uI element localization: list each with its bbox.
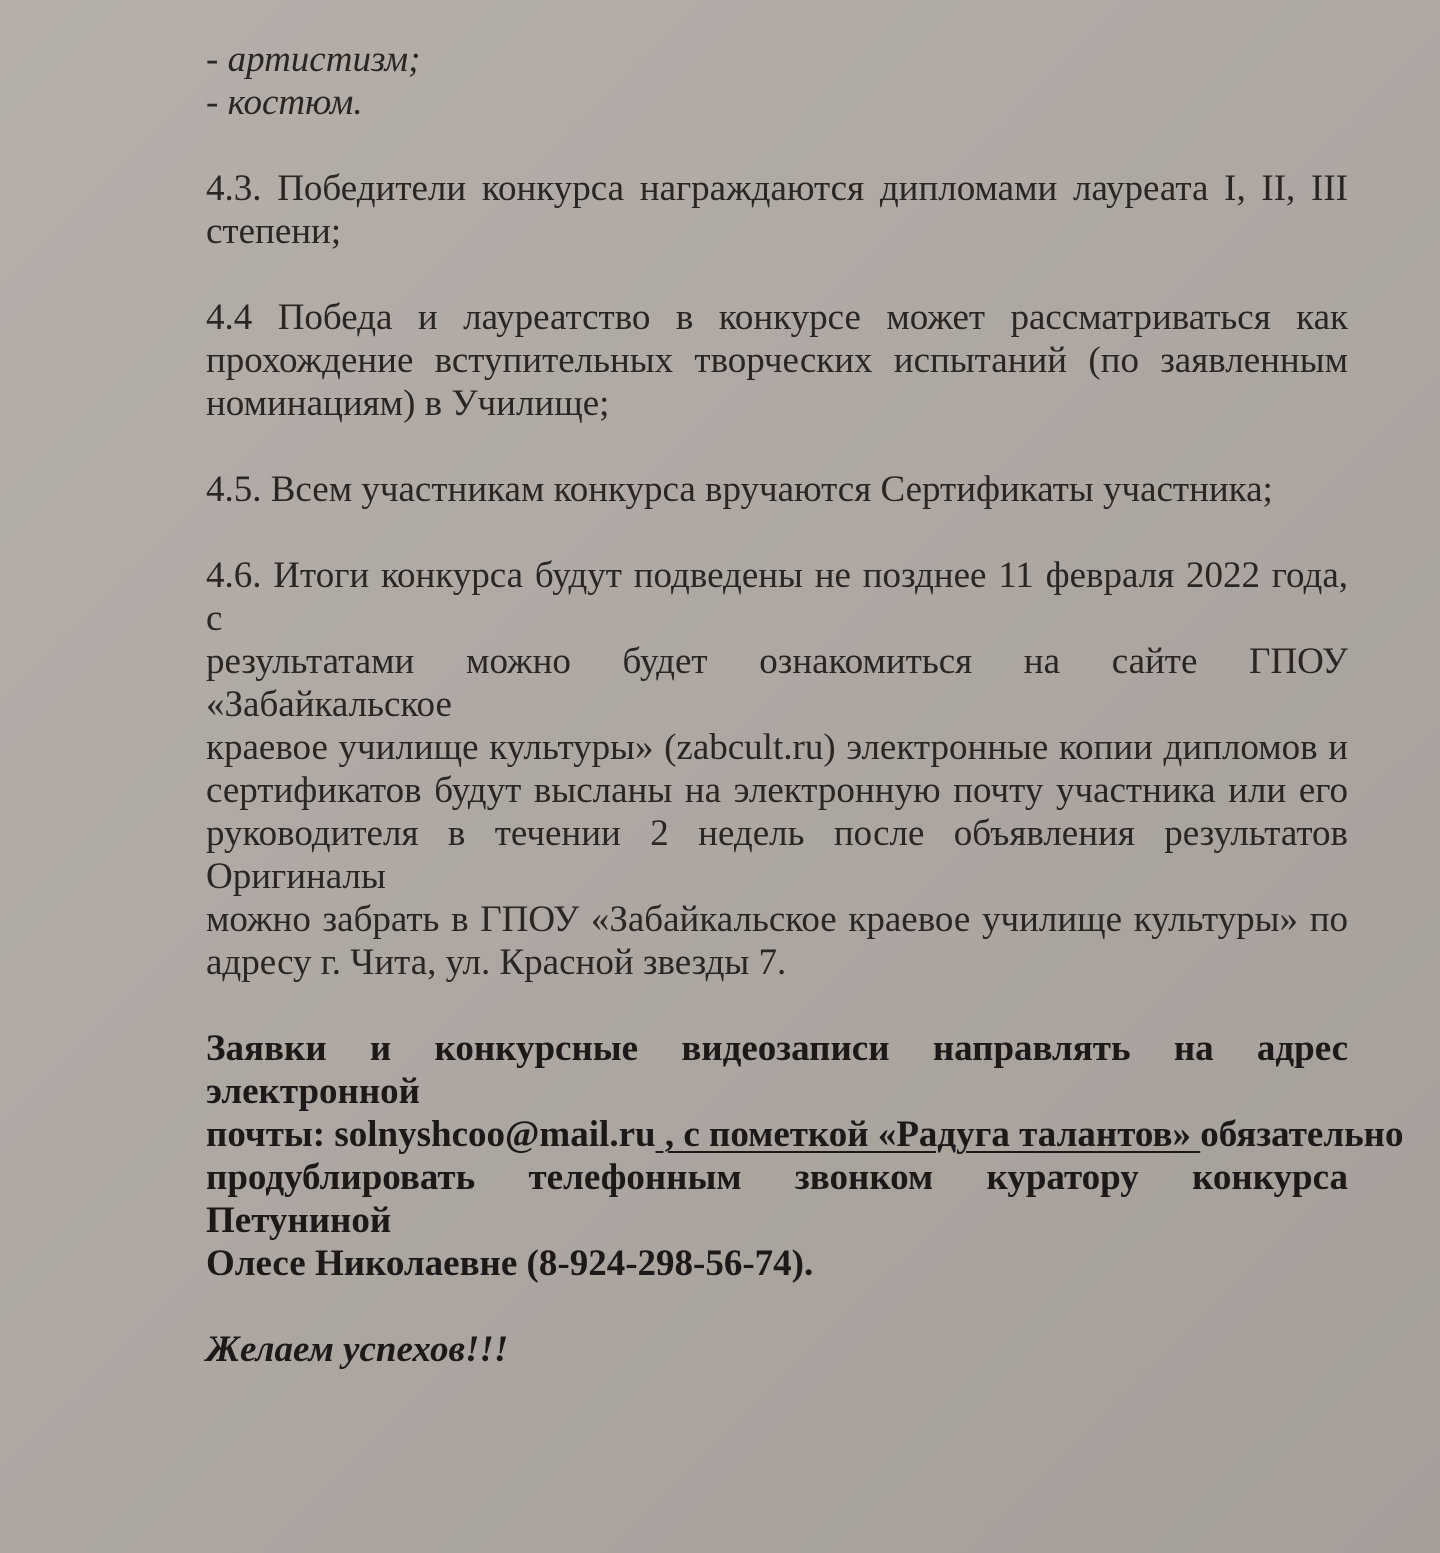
section-4-6-line: можно забрать в ГПОУ «Забайкальское краевое училище культуры» по xyxy=(206,899,1348,940)
section-4-6-line: 4.6. Итоги конкурса будут подведены не позднее 11 февраля 2022 года, с xyxy=(206,555,1348,639)
criteria-list xyxy=(206,38,1348,124)
section-4-3 xyxy=(206,167,1348,253)
closing-wish-text: Желаем успехов!!! xyxy=(206,1329,509,1370)
section-4-6-line: краевое училище культуры» (zabcult.ru) электронные копии дипломов и xyxy=(206,727,1348,768)
criteria-item-costume: - костюм. xyxy=(206,82,363,123)
section-4-4-line: 4.4 Победа и лауреатство в конкурсе может рассматриваться как xyxy=(206,297,1348,338)
section-4-6-line: адресу г. Чита, ул. Красной звезды 7. xyxy=(206,942,787,983)
closing-wish xyxy=(206,1328,1348,1371)
submission-note-line: Заявки и конкурсные видеозаписи направлять на адрес электронной xyxy=(206,1028,1348,1112)
submission-note-phone-line: Олесе Николаевне (8-924-298-56-74). xyxy=(206,1243,814,1284)
submission-note-email-line xyxy=(206,1113,1404,1156)
section-4-4-line: прохождение вступительных творческих испытаний (по заявленным xyxy=(206,340,1348,381)
submission-note xyxy=(206,1027,1404,1285)
section-4-6-line: руководителя в течении 2 недель после объявления результатов Оригиналы xyxy=(206,813,1348,897)
submission-note-line: продублировать телефонным звонком куратору конкурса Петуниной xyxy=(206,1157,1348,1241)
section-4-4 xyxy=(206,296,1348,425)
section-4-5 xyxy=(206,468,1348,511)
section-4-3-line: степени; xyxy=(206,211,342,252)
document-body xyxy=(206,38,1404,1371)
section-4-3-line: 4.3. Победители конкурса награждаются дипломами лауреата I, II, III xyxy=(206,168,1348,209)
section-4-4-line: номинациям) в Училище; xyxy=(206,383,610,424)
criteria-item-artistry: - артистизм; xyxy=(206,39,421,80)
submission-note-fragment: обязательно xyxy=(1200,1114,1404,1155)
submission-subject-mark: , с пометкой «Радуга талантов» xyxy=(655,1114,1201,1155)
section-4-6 xyxy=(206,554,1348,984)
submission-email[interactable]: почты: solnyshcoo@mail.ru xyxy=(206,1114,656,1155)
section-4-6-line: сертификатов будут высланы на электронную почту участника или его xyxy=(206,770,1348,811)
section-4-6-line: результатами можно будет ознакомиться на сайте ГПОУ «Забайкальское xyxy=(206,641,1348,725)
section-4-5-text: 4.5. Всем участникам конкурса вручаются Сертификаты участника; xyxy=(206,469,1273,510)
